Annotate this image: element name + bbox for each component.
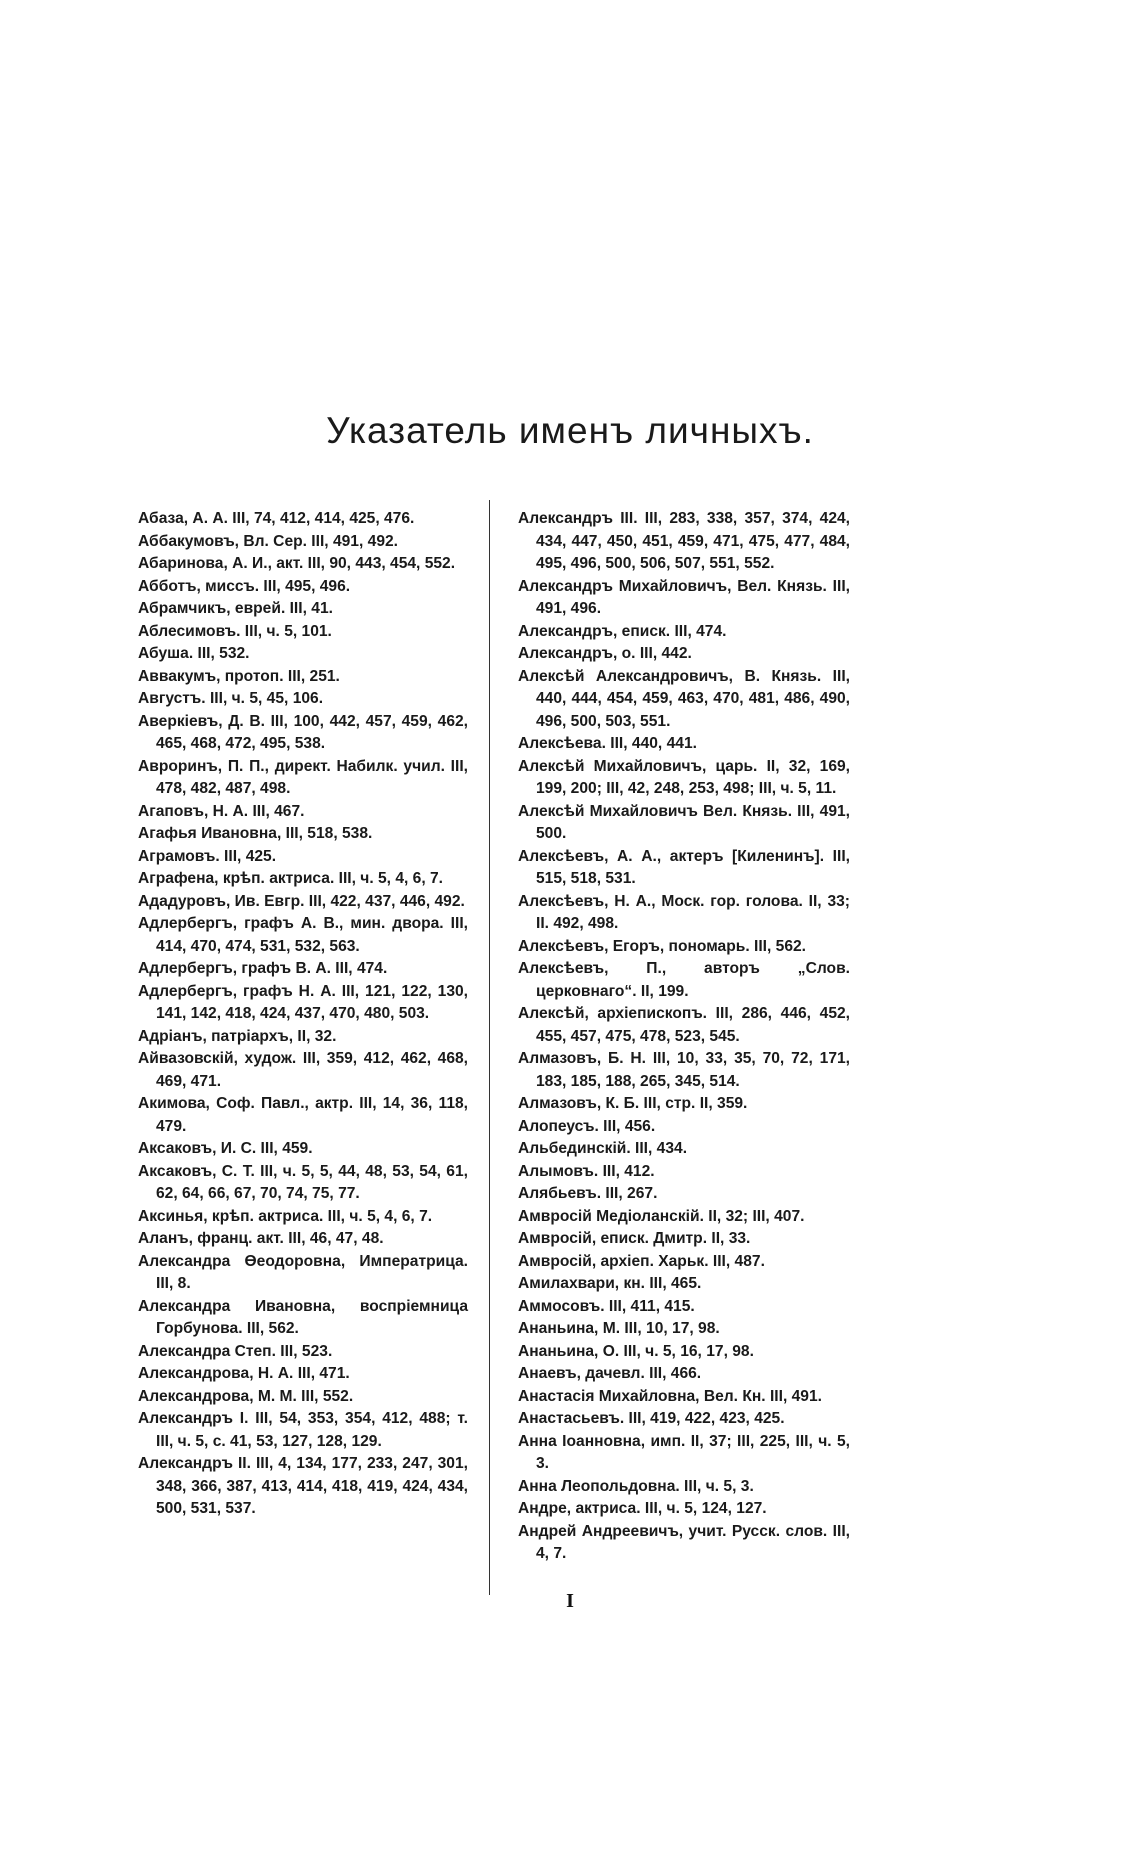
index-entry: Алексѣева. III, 440, 441. — [518, 735, 697, 752]
index-entry: Александръ I. III, 54, 353, 354, 412, 488; т. III, ч. 5, с. 41, 53, 127, 128, 129. — [138, 1410, 468, 1450]
index-entry: Абуша. III, 532. — [138, 645, 250, 662]
index-entry: Алексѣевъ, Н. А., Моск. гор. голова. II, 33; II. 492, 498. — [518, 892, 850, 932]
index-entry: Амвросій, еписк. Дмитр. II, 33. — [518, 1230, 751, 1247]
index-entry: Александра Өеодоровна, Императрица. III, 8. — [138, 1252, 468, 1292]
index-entry: Александръ, еписк. III, 474. — [518, 622, 727, 640]
index-entry: Акимова, Соф. Павл., актр. III, 14, 36, 118, 479. — [138, 1095, 468, 1135]
index-entry: Авроринъ, П. П., директ. Набилк. учил. III, 478, 482, 487, 498. — [138, 757, 468, 797]
index-entry: Алмазовъ, К. Б. III, стр. II, 359. — [518, 1095, 748, 1112]
index-entry: Аланъ, франц. акт. III, 46, 47, 48. — [138, 1230, 384, 1247]
index-entry: Алябьевъ. III, 267. — [518, 1185, 658, 1202]
index-entry: Александра Ивановна, воспріемница Горбунова. III, 562. — [138, 1297, 468, 1337]
index-entry: Алмазовъ, Б. Н. III, 10, 33, 35, 70, 72, 171, 183, 185, 188, 265, 345, 514. — [518, 1050, 850, 1090]
index-entry: Ананьина, О. III, ч. 5, 16, 17, 98. — [518, 1342, 754, 1360]
left-column — [138, 508, 468, 1521]
index-entry: Алексѣй, архіепископъ. III, 286, 446, 452, 455, 457, 475, 478, 523, 545. — [518, 1005, 850, 1045]
index-entry: Алексѣй Александровичъ, В. Князь. III, 440, 444, 454, 459, 463, 470, 481, 486, 490, 496, 500, 503, 551. — [518, 667, 850, 730]
column-divider — [489, 500, 490, 1595]
index-entry: Алымовъ. III, 412. — [518, 1162, 655, 1180]
index-entry: Анна Іоанновна, имп. II, 37; III, 225, III, ч. 5, 3. — [518, 1432, 850, 1472]
index-entry: Аграфена, крѣп. актриса. III, ч. 5, 4, 6, 7. — [138, 870, 444, 887]
index-entry: Алексѣевъ, А. А., актеръ [Киленинъ]. III, 515, 518, 531. — [518, 847, 850, 887]
index-entry: Александрова, Н. А. III, 471. — [138, 1365, 350, 1382]
index-entry: Альбединскій. III, 434. — [518, 1140, 688, 1157]
index-entry: Алексѣй Михайловичъ Вел. Князь. III, 491, 500. — [518, 802, 850, 842]
index-entry: Андрей Андреевичъ, учит. Русск. слов. III, 4, 7. — [518, 1522, 850, 1562]
index-entry: Александръ III. III, 283, 338, 357, 374, 424, 434, 447, 450, 451, 459, 471, 475, 477, 484, 495, 496, 500, 506, 507, 551, 552. — [518, 510, 850, 572]
index-entry: Адлербергъ, графъ Н. А. III, 121, 122, 130, 141, 142, 418, 424, 437, 470, 480, 503. — [138, 982, 468, 1022]
index-entry: Абаза, А. А. III, 74, 412, 414, 425, 476. — [138, 510, 415, 527]
index-entry: Августъ. III, ч. 5, 45, 106. — [138, 690, 324, 707]
index-entry: Ададуровъ, Ив. Евгр. III, 422, 437, 446, 492. — [138, 892, 465, 910]
index-entry: Анаевъ, дачевл. III, 466. — [518, 1365, 702, 1382]
index-entry: Алопеусъ. III, 456. — [518, 1117, 656, 1135]
index-entry: Абрамчикъ, еврей. III, 41. — [138, 600, 333, 617]
index-entry: Аммосовъ. III, 411, 415. — [518, 1297, 695, 1315]
index-entry: Амвросій Медіоланскій. II, 32; III, 407. — [518, 1207, 805, 1225]
index-entry: Аблесимовъ. III, ч. 5, 101. — [138, 622, 332, 640]
index-entry: Алексѣевъ, П., авторъ „Слов. церковнаго“. II, 199. — [518, 960, 850, 1000]
index-entry: Андре, актриса. III, ч. 5, 124, 127. — [518, 1500, 767, 1517]
index-entry: Агаповъ, Н. А. III, 467. — [138, 802, 305, 820]
index-entry: Ананьина, М. III, 10, 17, 98. — [518, 1320, 720, 1337]
index-entry: Анастасія Михайловна, Вел. Кн. III, 491. — [518, 1387, 822, 1405]
index-entry: Аввакумъ, протоп. III, 251. — [138, 667, 340, 685]
index-entry: Аксаковъ, С. Т. III, ч. 5, 5, 44, 48, 53, 54, 61, 62, 64, 66, 67, 70, 74, 75, 77. — [138, 1162, 468, 1202]
index-entry: Александръ Михайловичъ, Вел. Князь. III, 491, 496. — [518, 577, 850, 617]
index-entry: Адлербергъ, графъ В. А. III, 474. — [138, 960, 388, 977]
index-entry: Абаринова, А. И., акт. III, 90, 443, 454, 552. — [138, 555, 456, 572]
index-entry: Адріанъ, патріархъ, II, 32. — [138, 1027, 337, 1045]
index-entry: Айвазовскій, худож. III, 359, 412, 462, 468, 469, 471. — [138, 1050, 468, 1090]
index-entry: Амвросій, архіеп. Харьк. III, 487. — [518, 1252, 765, 1270]
index-entry: Агафья Ивановна, III, 518, 538. — [138, 825, 373, 842]
index-entry: Анна Леопольдовна. III, ч. 5, 3. — [518, 1477, 754, 1495]
index-entry: Амилахвари, кн. III, 465. — [518, 1275, 702, 1292]
page-number: I — [566, 1590, 574, 1612]
index-entry: Адлербергъ, графъ А. В., мин. двора. III, 414, 470, 474, 531, 532, 563. — [138, 915, 468, 955]
index-entry: Аграмовъ. III, 425. — [138, 847, 277, 865]
index-entry: Аверкіевъ, Д. В. III, 100, 442, 457, 459, 462, 465, 468, 472, 495, 538. — [138, 712, 468, 752]
right-column — [518, 508, 850, 1566]
index-entry: Аббакумовъ, Вл. Сер. III, 491, 492. — [138, 532, 398, 550]
index-entry: Александра Степ. III, 523. — [138, 1342, 333, 1360]
index-entry: Алексѣй Михайловичъ, царь. II, 32, 169, 199, 200; III, 42, 248, 253, 498; III, ч. 5, 11. — [518, 757, 850, 797]
index-entry: Анастасьевъ. III, 419, 422, 423, 425. — [518, 1410, 785, 1427]
index-entry: Алексѣевъ, Егоръ, пономарь. III, 562. — [518, 937, 807, 955]
index-entry: Аксаковъ, И. С. III, 459. — [138, 1140, 313, 1157]
index-entry: Аксинья, крѣп. актриса. III, ч. 5, 4, 6, 7. — [138, 1207, 433, 1225]
index-entry: Абботъ, миссъ. III, 495, 496. — [138, 577, 351, 595]
page-title: Указатель именъ личныхъ. — [326, 410, 814, 451]
index-entry: Александръ II. III, 4, 134, 177, 233, 247, 301, 348, 366, 387, 413, 414, 418, 419, 424, 434, 500, 531, 537. — [138, 1455, 468, 1517]
index-entry: Александръ, о. III, 442. — [518, 645, 692, 662]
index-entry: Александрова, М. М. III, 552. — [138, 1387, 354, 1405]
